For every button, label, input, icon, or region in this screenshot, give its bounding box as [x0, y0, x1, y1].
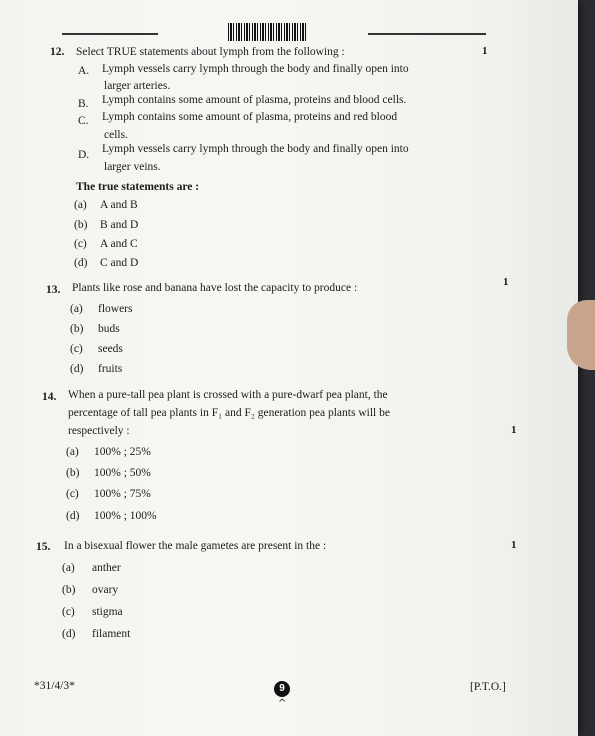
q14-marks: 1 [511, 424, 517, 436]
header-rule-left [62, 33, 158, 35]
q12-statement-text: Lymph vessels carry lymph through the body and finally open into [102, 63, 409, 75]
q15-option-label: (b) [62, 584, 76, 596]
q13-number: 13. [46, 284, 61, 296]
q15-option-text: filament [92, 628, 131, 640]
page-number: 9 [274, 681, 290, 697]
q14-option-text: 100% ; 75% [94, 488, 151, 500]
q14-number: 14. [42, 391, 57, 403]
q13-marks: 1 [503, 276, 509, 288]
q14-option-text: 100% ; 50% [94, 467, 151, 479]
q14-option-label: (b) [66, 467, 80, 479]
header-rule-right [368, 33, 486, 35]
q12-statement-text: cells. [104, 129, 128, 141]
q14-text: When a pure-tall pea plant is crossed with a pure-dwarf pea plant, the [68, 389, 388, 401]
q12-statement-label: C. [78, 115, 89, 127]
q12-option-text: A and B [100, 199, 138, 211]
q12-statement-label: A. [78, 65, 90, 77]
q14-option-label: (a) [66, 446, 79, 458]
q13-option-label: (c) [70, 343, 83, 355]
q12-statement-label: B. [78, 98, 89, 110]
q15-option-label: (d) [62, 628, 76, 640]
q12-number: 12. [50, 46, 65, 58]
q13-text: Plants like rose and banana have lost the capacity to produce : [72, 282, 358, 294]
q15-option-label: (c) [62, 606, 75, 618]
q13-option-label: (b) [70, 323, 84, 335]
q12-statement-label: D. [78, 149, 90, 161]
q12-statement-text: Lymph contains some amount of plasma, proteins and blood cells. [102, 94, 407, 106]
q12-option-text: B and D [100, 219, 139, 231]
q14-option-text: 100% ; 25% [94, 446, 151, 458]
q12-option-label: (b) [74, 219, 88, 231]
q12-option-label: (a) [74, 199, 87, 211]
q13-option-text: fruits [98, 363, 123, 375]
q13-option-text: flowers [98, 303, 133, 315]
q14-text: percentage of tall pea plants in F₁ and F₂ generation pea plants will be [68, 407, 390, 419]
q15-text: In a bisexual flower the male gametes are present in the : [64, 540, 327, 552]
barcode [228, 23, 308, 41]
q12-option-label: (d) [74, 257, 88, 269]
q14-option-text: 100% ; 100% [94, 510, 157, 522]
q13-option-label: (a) [70, 303, 83, 315]
thumb [567, 300, 595, 370]
q14-option-label: (d) [66, 510, 80, 522]
q12-sub-heading: The true statements are : [76, 181, 200, 193]
q12-text: Select TRUE statements about lymph from the following : [76, 46, 345, 58]
q15-option-text: anther [92, 562, 121, 574]
q15-number: 15. [36, 541, 51, 553]
pto-label: [P.T.O.] [470, 681, 506, 693]
q15-option-text: ovary [92, 584, 119, 596]
q13-option-label: (d) [70, 363, 84, 375]
paper-code: *31/4/3* [34, 680, 75, 692]
q13-option-text: buds [98, 323, 120, 335]
q15-marks: 1 [511, 539, 517, 551]
q12-statement-text: Lymph vessels carry lymph through the body and finally open into [102, 143, 409, 155]
q15-option-text: stigma [92, 606, 123, 618]
caret-up-icon: ^ [278, 698, 287, 709]
q13-option-text: seeds [98, 343, 123, 355]
q12-statement-text: Lymph contains some amount of plasma, proteins and red blood [102, 111, 398, 123]
q12-option-text: C and D [100, 257, 139, 269]
q12-marks: 1 [482, 45, 488, 57]
q12-statement-text: larger arteries. [104, 80, 171, 92]
q12-option-label: (c) [74, 238, 87, 250]
q15-option-label: (a) [62, 562, 75, 574]
q14-text: respectively : [68, 425, 130, 437]
q12-statement-text: larger veins. [104, 161, 161, 173]
q14-option-label: (c) [66, 488, 79, 500]
q12-option-text: A and C [100, 238, 138, 250]
